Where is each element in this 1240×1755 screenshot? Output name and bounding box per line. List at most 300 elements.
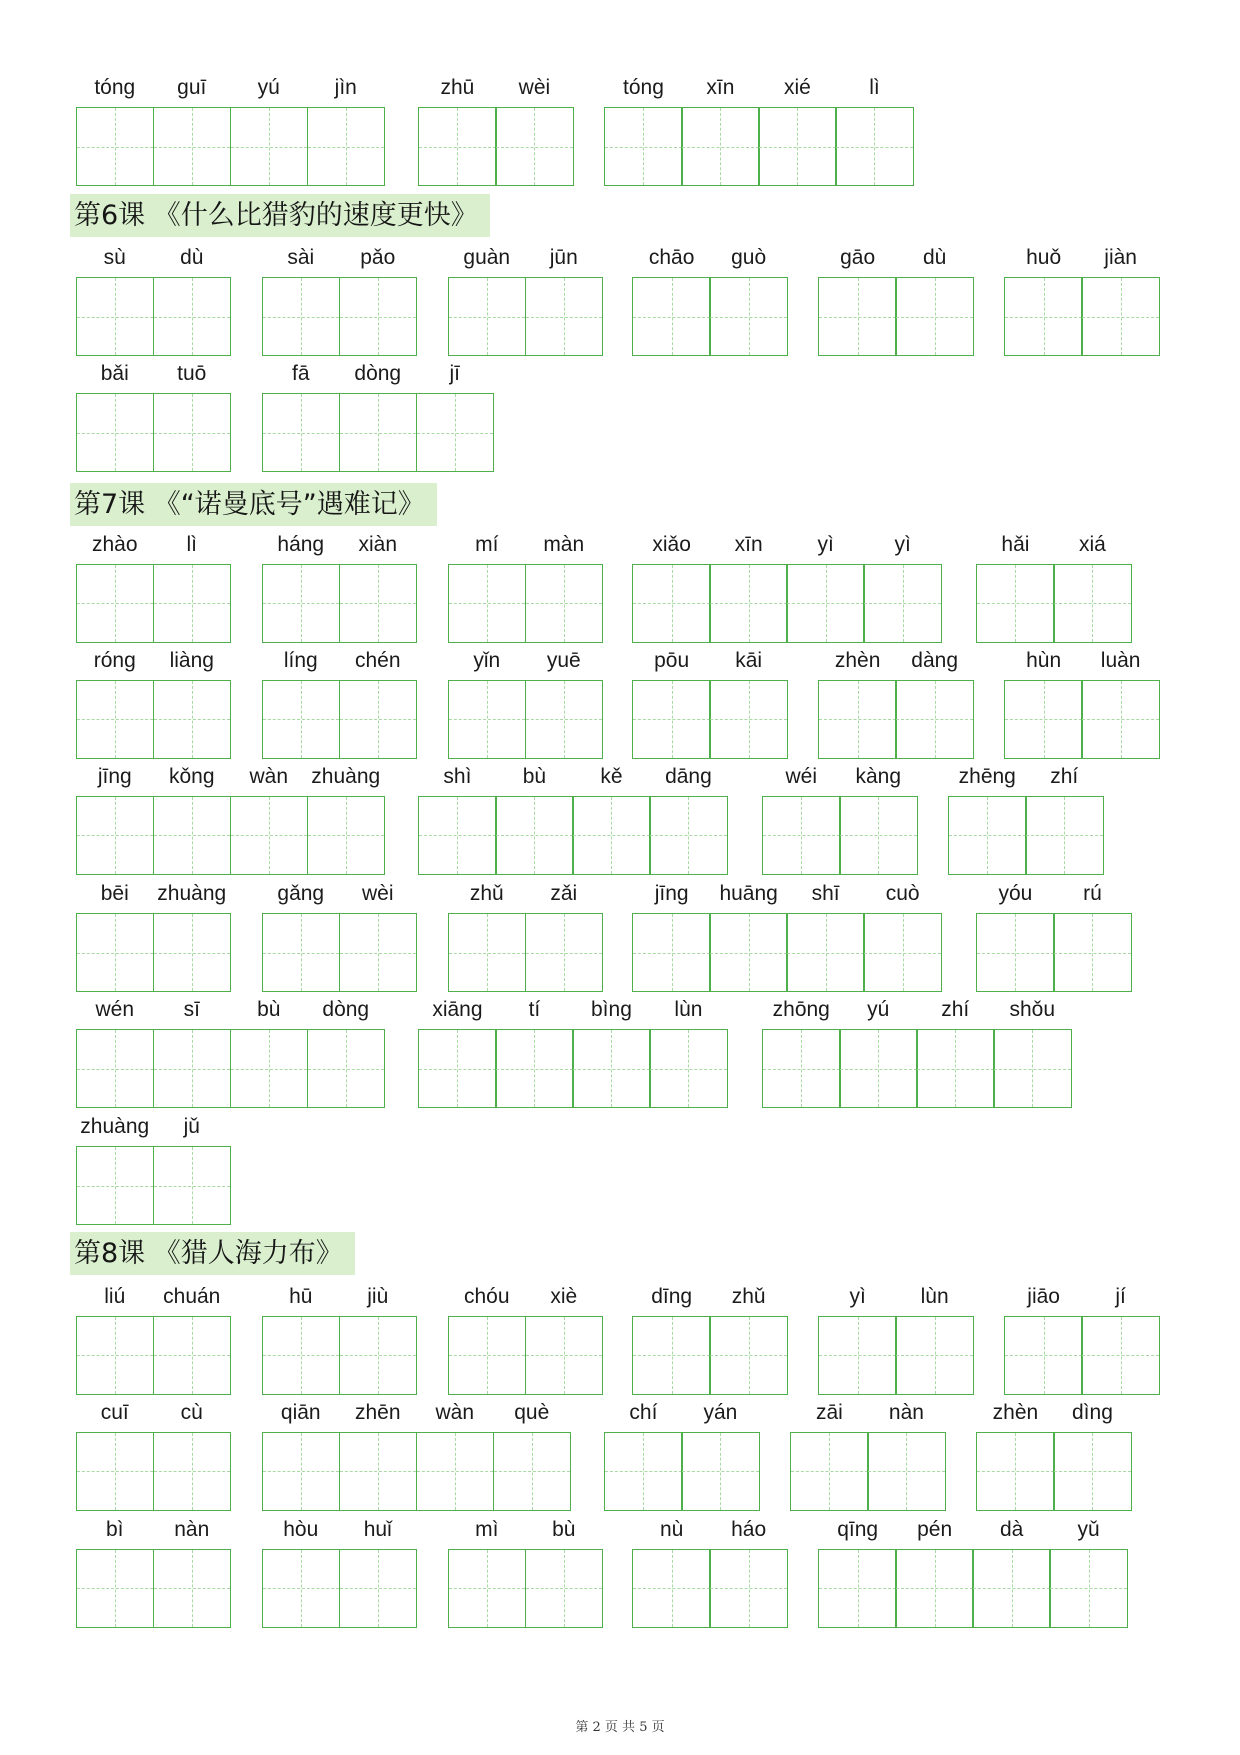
writing-cell [818, 246, 897, 356]
writing-cell [1053, 1400, 1132, 1511]
writing-cell [1081, 648, 1160, 759]
writing-cell [153, 1517, 232, 1628]
pinyin-label: xié [784, 76, 811, 99]
pinyin-label: wèi [518, 76, 551, 99]
writing-cell [418, 998, 497, 1108]
pinyin-label: mì [475, 1517, 499, 1541]
pinyin-label: guò [731, 246, 767, 270]
writing-cell [786, 532, 865, 643]
pinyin-label: luàn [1100, 648, 1141, 672]
word-group [790, 1400, 946, 1511]
word-group [76, 764, 386, 875]
pinyin-label: bēi [100, 882, 129, 906]
writing-cell [76, 1517, 155, 1628]
pinyin-label: kàng [855, 764, 902, 788]
pinyin-label: dāng [665, 764, 712, 788]
pinyin-label: bù [257, 998, 281, 1022]
pinyin-label: dòng [322, 998, 370, 1022]
pinyin-label: lùn [674, 998, 703, 1022]
pinyin-label: dòng [354, 362, 402, 386]
pinyin-label: dīng [651, 1284, 693, 1308]
pinyin-label: yú [257, 76, 280, 99]
writing-cell [681, 1400, 760, 1511]
writing-cell [818, 1284, 897, 1395]
pinyin-label: wèi [361, 882, 394, 906]
writing-cell [709, 1284, 788, 1395]
pinyin-label: jīng [654, 882, 689, 906]
pinyin-label: xiàn [358, 532, 398, 556]
writing-cell [307, 998, 386, 1108]
pinyin-label: jīng [97, 764, 132, 788]
writing-cell [262, 1517, 341, 1628]
writing-cell [972, 1517, 1051, 1628]
writing-cell [681, 76, 760, 186]
writing-cell [839, 998, 918, 1108]
word-group [632, 882, 942, 992]
pinyin-label: zhuàng [157, 882, 227, 906]
word-group [418, 764, 728, 875]
writing-cell [418, 76, 497, 186]
writing-cell [976, 1400, 1055, 1511]
word-row [0, 882, 1240, 992]
pinyin-label: wàn [249, 764, 289, 788]
word-group [76, 998, 386, 1108]
pinyin-label: dàng [911, 648, 958, 672]
pinyin-label: xīn [706, 76, 735, 99]
writing-cell [339, 648, 418, 759]
pinyin-label: hǎi [1001, 532, 1030, 556]
word-row [0, 76, 1240, 186]
pinyin-label: liàng [169, 648, 214, 672]
writing-cell [632, 1517, 711, 1628]
pinyin-label: màn [543, 532, 585, 556]
writing-cell [448, 1517, 527, 1628]
pinyin-label: líng [283, 648, 318, 672]
pinyin-label: lì [869, 76, 880, 99]
writing-cell [76, 1284, 155, 1395]
word-group [76, 532, 232, 643]
pinyin-label: chóu [463, 1284, 510, 1308]
pinyin-label: guī [177, 76, 207, 99]
word-group [448, 246, 604, 356]
pinyin-label: chuán [163, 1284, 221, 1308]
writing-cell [153, 246, 232, 356]
writing-cell [153, 998, 232, 1108]
pinyin-label: bù [522, 764, 547, 788]
pinyin-label: zhōng [772, 998, 830, 1022]
writing-cell [1053, 532, 1132, 643]
pinyin-label: pǎo [360, 246, 396, 270]
writing-cell [916, 998, 995, 1108]
word-row [0, 1115, 1240, 1225]
writing-cell [76, 648, 155, 759]
pinyin-label: háng [277, 532, 325, 556]
writing-cell [835, 76, 914, 186]
writing-cell [632, 1284, 711, 1395]
writing-cell [76, 998, 155, 1108]
writing-cell [76, 532, 155, 643]
pinyin-label: lùn [920, 1284, 949, 1308]
pinyin-label: háo [731, 1517, 767, 1541]
pinyin-label: zhí [1050, 764, 1079, 788]
writing-cell [993, 998, 1072, 1108]
pinyin-label: sù [103, 246, 126, 270]
pinyin-label: yú [867, 998, 890, 1022]
pinyin-label: liú [104, 1284, 126, 1308]
word-group [76, 362, 232, 472]
writing-cell [632, 882, 711, 992]
writing-cell [76, 1400, 155, 1511]
writing-cell [339, 532, 418, 643]
pinyin-label: róng [93, 648, 136, 672]
pinyin-label: zhuàng [80, 1115, 150, 1139]
pinyin-label: qiān [280, 1400, 321, 1424]
pinyin-label: bǎi [100, 362, 129, 386]
word-group [976, 1400, 1132, 1511]
pinyin-label: xiè [550, 1284, 578, 1308]
writing-cell [307, 76, 386, 186]
writing-cell [709, 532, 788, 643]
page-footer: 第 2 页 共 5 页 [575, 1720, 665, 1735]
writing-cell [76, 246, 155, 356]
writing-cell [418, 764, 497, 875]
pinyin-label: kāi [735, 648, 763, 672]
pinyin-label: yǔ [1077, 1517, 1100, 1541]
writing-cell [762, 764, 841, 875]
writing-cell [649, 998, 728, 1108]
word-row [0, 1517, 1240, 1628]
pinyin-label: chí [629, 1400, 658, 1424]
word-group [818, 1517, 1128, 1628]
pinyin-label: fā [291, 362, 310, 386]
pinyin-label: tí [528, 998, 541, 1022]
pinyin-label: sī [183, 998, 200, 1022]
pinyin-label: cuò [885, 882, 920, 906]
writing-cell [153, 882, 232, 992]
word-group [762, 998, 1072, 1108]
writing-cell [1081, 246, 1160, 356]
writing-cell [76, 882, 155, 992]
writing-cell [153, 1284, 232, 1395]
word-group [1004, 648, 1160, 759]
writing-cell [262, 246, 341, 356]
writing-cell [448, 1284, 527, 1395]
pinyin-label: dù [180, 246, 204, 270]
writing-cell [1004, 648, 1083, 759]
pinyin-label: hòu [283, 1517, 319, 1541]
writing-cell [895, 648, 974, 759]
pinyin-label: xiāng [432, 998, 483, 1022]
word-group [76, 76, 386, 186]
lesson-title: 第7课 《“诺曼底号”遇难记》 [70, 483, 437, 526]
pinyin-label: zhèn [992, 1400, 1039, 1424]
writing-cell [230, 764, 309, 875]
word-group [632, 532, 942, 643]
pinyin-label: yóu [998, 882, 1033, 906]
pinyin-label: wéi [785, 764, 817, 788]
writing-cell [818, 648, 897, 759]
writing-cell [153, 362, 232, 472]
word-group [262, 362, 495, 472]
writing-cell [1025, 764, 1104, 875]
writing-cell [709, 246, 788, 356]
pinyin-label: yì [849, 1284, 866, 1308]
writing-cell [495, 998, 574, 1108]
word-group [76, 1115, 232, 1225]
word-group [818, 1284, 974, 1395]
word-group [976, 882, 1132, 992]
word-group [448, 648, 604, 759]
word-row [0, 362, 1240, 472]
writing-cell [416, 1400, 495, 1511]
word-group [76, 1400, 232, 1511]
pinyin-label: zhēn [354, 1400, 401, 1424]
word-group [948, 764, 1104, 875]
pinyin-label: jí [1115, 1284, 1126, 1308]
writing-cell [976, 532, 1055, 643]
pinyin-label: tuō [177, 362, 207, 386]
pinyin-label: hū [289, 1284, 313, 1308]
pinyin-label: zhēng [958, 764, 1016, 788]
pinyin-label: gǎng [277, 882, 325, 906]
writing-cell [493, 1400, 572, 1511]
writing-cell [262, 1400, 341, 1511]
writing-cell [867, 1400, 946, 1511]
pinyin-label: tóng [94, 76, 136, 99]
pinyin-label: rú [1083, 882, 1102, 906]
pinyin-label: qīng [837, 1517, 879, 1541]
writing-cell [339, 246, 418, 356]
writing-cell [758, 76, 837, 186]
writing-cell [709, 1517, 788, 1628]
writing-cell [525, 648, 604, 759]
pinyin-label: nàn [888, 1400, 924, 1424]
word-group [632, 246, 788, 356]
writing-cell [525, 1517, 604, 1628]
writing-cell [525, 1284, 604, 1395]
pinyin-label: què [514, 1400, 550, 1424]
word-row [0, 1284, 1240, 1395]
writing-cell [525, 246, 604, 356]
writing-cell [790, 1400, 869, 1511]
writing-cell [895, 1284, 974, 1395]
writing-cell [307, 764, 386, 875]
word-row [0, 246, 1240, 356]
word-group [262, 648, 418, 759]
pinyin-label: huǒ [1026, 246, 1062, 270]
pinyin-label: zhào [91, 532, 138, 556]
word-group [632, 648, 788, 759]
writing-cell [709, 882, 788, 992]
writing-cell [976, 882, 1055, 992]
writing-cell [604, 1400, 683, 1511]
pinyin-label: zhǔ [469, 882, 504, 906]
word-group [262, 246, 418, 356]
pinyin-label: zǎi [550, 882, 578, 906]
writing-cell [649, 764, 728, 875]
pinyin-label: jūn [549, 246, 578, 270]
pinyin-label: tóng [623, 76, 664, 99]
word-group [818, 648, 974, 759]
writing-cell [525, 882, 604, 992]
pinyin-label: jìn [334, 76, 357, 99]
writing-cell [339, 1400, 418, 1511]
pinyin-label: gāo [840, 246, 876, 270]
pinyin-label: zhǔ [731, 1284, 766, 1308]
writing-cell [153, 764, 232, 875]
pinyin-label: kǒng [168, 764, 215, 788]
word-group [448, 1284, 604, 1395]
pinyin-label: yán [703, 1400, 738, 1424]
writing-cell [863, 882, 942, 992]
pinyin-label: yǐn [473, 648, 501, 672]
writing-cell [495, 764, 574, 875]
lesson-title: 第6课 《什么比猎豹的速度更快》 [70, 194, 490, 237]
word-group [604, 76, 914, 186]
pinyin-label: cuī [100, 1400, 129, 1424]
pinyin-label: shǒu [1009, 998, 1056, 1022]
pinyin-label: sài [287, 246, 315, 270]
writing-cell [448, 882, 527, 992]
word-group [76, 648, 232, 759]
writing-cell [339, 1284, 418, 1395]
pinyin-label: bì [105, 1517, 124, 1541]
writing-cell [230, 76, 309, 186]
writing-cell [525, 532, 604, 643]
pinyin-label: jiāo [1027, 1284, 1060, 1308]
writing-cell [76, 764, 155, 875]
word-group [448, 532, 604, 643]
word-group [76, 1517, 232, 1628]
pinyin-label: wàn [435, 1400, 475, 1424]
pinyin-label: huāng [719, 882, 778, 906]
writing-cell [762, 998, 841, 1108]
word-row [0, 648, 1240, 759]
pinyin-label: wén [95, 998, 135, 1022]
writing-cell [786, 882, 865, 992]
word-row [0, 764, 1240, 875]
writing-cell [76, 76, 155, 186]
writing-cell [76, 362, 155, 472]
writing-cell [448, 648, 527, 759]
writing-cell [153, 648, 232, 759]
pinyin-label: zhū [440, 76, 475, 99]
pinyin-label: huǐ [363, 1517, 392, 1541]
pinyin-label: zāi [816, 1400, 843, 1424]
pinyin-label: lì [186, 532, 197, 556]
writing-cell [863, 532, 942, 643]
pinyin-label: cù [180, 1400, 203, 1424]
word-group [262, 1284, 418, 1395]
pinyin-label: mí [475, 532, 499, 556]
word-group [632, 1284, 788, 1395]
writing-cell [230, 998, 309, 1108]
pinyin-label: shì [443, 764, 472, 788]
writing-cell [818, 1517, 897, 1628]
writing-cell [709, 648, 788, 759]
word-group [632, 1517, 788, 1628]
pinyin-label: hùn [1026, 648, 1062, 672]
writing-cell [572, 764, 651, 875]
pinyin-label: nàn [174, 1517, 210, 1541]
writing-cell [448, 532, 527, 643]
word-group [976, 532, 1132, 643]
writing-cell [339, 1517, 418, 1628]
writing-cell [153, 76, 232, 186]
pinyin-label: chāo [648, 246, 695, 270]
pinyin-label: jiù [367, 1284, 389, 1308]
word-group [762, 764, 918, 875]
writing-cell [76, 1115, 155, 1225]
pinyin-label: yuē [546, 648, 581, 672]
pinyin-label: zhuàng [311, 764, 381, 788]
lesson-title: 第8课 《猎人海力布》 [70, 1232, 355, 1275]
word-group [418, 76, 574, 186]
word-group [418, 998, 728, 1108]
pinyin-label: xīn [734, 532, 763, 556]
writing-cell [448, 246, 527, 356]
pinyin-label: shī [811, 882, 840, 906]
writing-cell [262, 362, 341, 472]
pinyin-label: bù [552, 1517, 576, 1541]
pinyin-label: dìng [1072, 1400, 1113, 1424]
pinyin-label: pén [917, 1517, 953, 1541]
word-group [818, 246, 974, 356]
pinyin-label: jǔ [183, 1115, 200, 1139]
pinyin-label: dù [922, 246, 947, 270]
pinyin-label: zhèn [834, 648, 881, 672]
writing-cell [572, 998, 651, 1108]
writing-cell [1081, 1284, 1160, 1395]
writing-cell [1004, 246, 1083, 356]
pinyin-label: bìng [591, 998, 632, 1022]
writing-cell [339, 362, 418, 472]
pinyin-label: yì [894, 532, 911, 556]
word-row [0, 1400, 1240, 1511]
writing-cell [1049, 1517, 1128, 1628]
word-group [604, 1400, 760, 1511]
word-group [76, 1284, 232, 1395]
pinyin-label: xiǎo [652, 532, 691, 556]
pinyin-label: jiàn [1104, 246, 1137, 270]
word-row [0, 998, 1240, 1108]
pinyin-label: pōu [654, 648, 690, 672]
writing-cell [632, 246, 711, 356]
pinyin-label: kě [600, 764, 623, 788]
writing-cell [632, 532, 711, 643]
word-group [448, 1517, 604, 1628]
pinyin-label: xiá [1079, 532, 1106, 556]
writing-cell [153, 532, 232, 643]
pinyin-label: guàn [463, 246, 511, 270]
pinyin-label: nù [659, 1517, 684, 1541]
writing-cell [262, 532, 341, 643]
word-group [448, 882, 604, 992]
writing-cell [262, 648, 341, 759]
writing-cell [153, 1400, 232, 1511]
word-group [76, 246, 232, 356]
writing-cell [262, 882, 341, 992]
pinyin-label: zhí [941, 998, 970, 1022]
writing-cell [262, 1284, 341, 1395]
writing-cell [604, 76, 683, 186]
word-group [262, 1517, 418, 1628]
pinyin-label: chén [354, 648, 401, 672]
word-row [0, 532, 1240, 643]
writing-cell [339, 882, 418, 992]
pinyin-label: dà [999, 1517, 1024, 1541]
writing-cell [416, 362, 495, 472]
